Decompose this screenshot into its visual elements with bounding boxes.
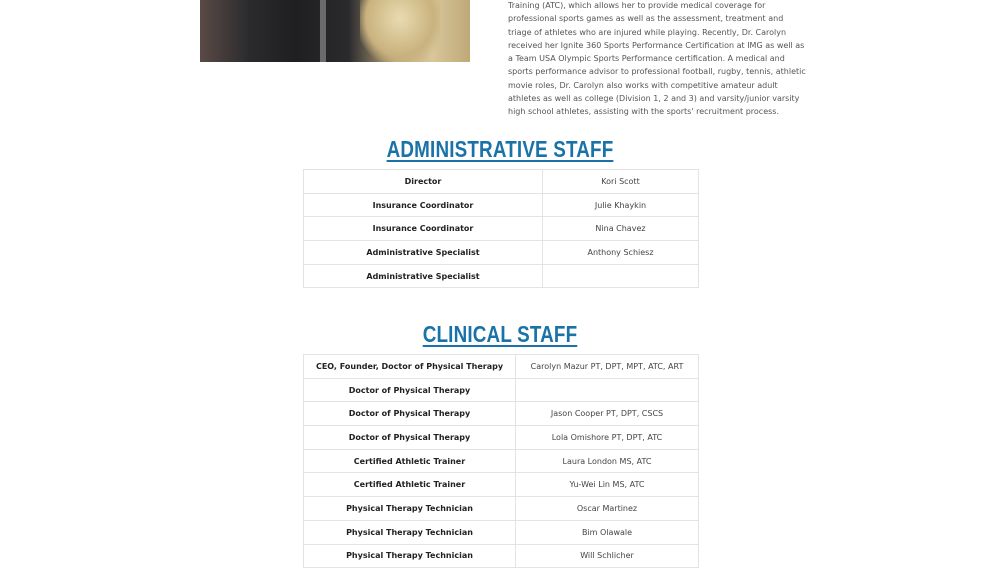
staff-role: Physical Therapy Technician — [304, 520, 516, 544]
staff-role: Certified Athletic Trainer — [304, 473, 516, 497]
table-row — [304, 544, 699, 568]
staff-name: Lola Omishore PT, DPT, ATC — [516, 426, 699, 450]
photo-hair — [360, 0, 440, 62]
table-row — [304, 264, 699, 288]
clinical-staff-heading: CLINICAL STAFF — [422, 321, 578, 347]
table-row — [304, 402, 699, 426]
table-row — [304, 520, 699, 544]
staff-name: Jason Cooper PT, DPT, CSCS — [516, 402, 699, 426]
staff-role: CEO, Founder, Doctor of Physical Therapy — [304, 355, 516, 379]
staff-role: Doctor of Physical Therapy — [304, 426, 516, 450]
staff-name: Kori Scott — [543, 170, 699, 194]
table-row — [304, 170, 699, 194]
table-row — [304, 497, 699, 521]
photo-jacket-zipper — [320, 0, 326, 62]
staff-name: Will Schlicher — [516, 544, 699, 568]
administrative-staff-table — [303, 169, 699, 288]
staff-role: Physical Therapy Technician — [304, 544, 516, 568]
staff-role: Doctor of Physical Therapy — [304, 402, 516, 426]
staff-name: Nina Chavez — [543, 217, 699, 241]
staff-role: Physical Therapy Technician — [304, 497, 516, 521]
staff-photo — [200, 0, 470, 62]
staff-name: Carolyn Mazur PT, DPT, MPT, ATC, ART — [516, 355, 699, 379]
table-row — [304, 193, 699, 217]
table-row — [304, 378, 699, 402]
table-row — [304, 241, 699, 265]
table-row — [304, 473, 699, 497]
staff-name: Oscar Martinez — [516, 497, 699, 521]
staff-name: Laura London MS, ATC — [516, 449, 699, 473]
staff-name: Anthony Schiesz — [543, 241, 699, 265]
staff-role: Administrative Specialist — [304, 264, 543, 288]
staff-name — [516, 378, 699, 402]
clinical-staff-table — [303, 354, 699, 568]
table-row — [304, 355, 699, 379]
table-row — [304, 426, 699, 450]
staff-name: Bim Olawale — [516, 520, 699, 544]
administrative-staff-heading: ADMINISTRATIVE STAFF — [386, 136, 614, 162]
staff-name: Yu-Wei Lin MS, ATC — [516, 473, 699, 497]
staff-role: Insurance Coordinator — [304, 217, 543, 241]
staff-role: Certified Athletic Trainer — [304, 449, 516, 473]
table-row — [304, 217, 699, 241]
table-row — [304, 449, 699, 473]
staff-role: Director — [304, 170, 543, 194]
staff-name — [543, 264, 699, 288]
staff-name: Julie Khaykin — [543, 193, 699, 217]
staff-role: Administrative Specialist — [304, 241, 543, 265]
bio-paragraph: Training (ATC), which allows her to provide medical coverage for professional sports games as well as the assessment, treatment and triage of athletes who are injured while playing. Recently, Dr. Carolyn received her Ignite 360 Sports Performance Certification at IMG as well as a Team USA Olympic Sports Performance certification. A medical and sports performance advisor to professional football, rugby, tennis, athletic movie roles, Dr. Carolyn also works with competitive amateur adult athletes as well as college (Division 1, 2 and 3) and varsity/junior varsity high school athletes, assisting with the sports' recruitment process. — [508, 1, 806, 117]
staff-role: Insurance Coordinator — [304, 193, 543, 217]
staff-role: Doctor of Physical Therapy — [304, 378, 516, 402]
